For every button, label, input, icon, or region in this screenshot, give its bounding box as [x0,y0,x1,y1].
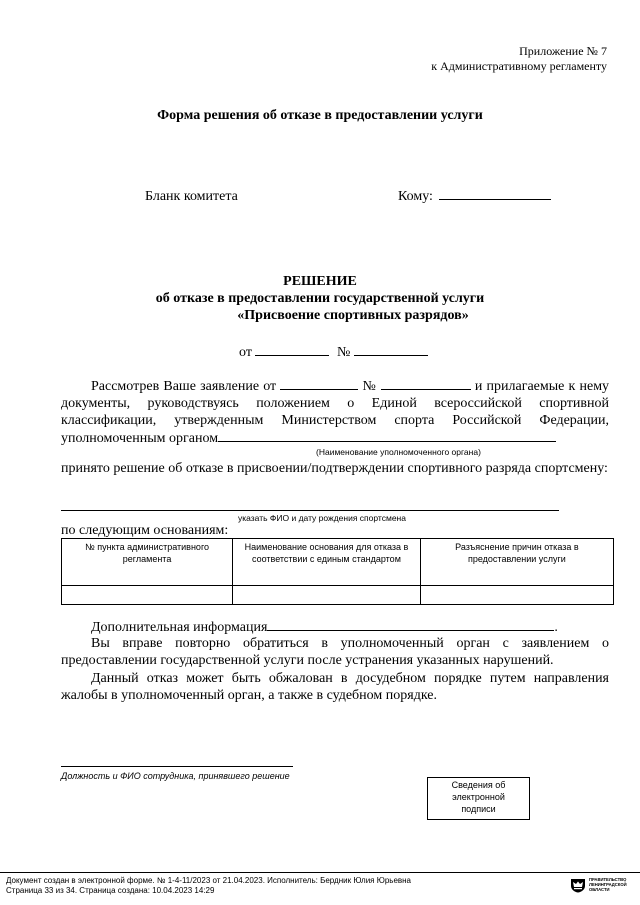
esig-line1: Сведения об [451,780,506,790]
para1-part-b: № [362,379,377,394]
footer-line1: Документ создан в электронной форме. № 1-4-11/2023 от 21.04.2023. Исполнитель: Бердник Юлия Юрьевна [6,876,412,885]
application-number-blank [381,377,471,390]
grounds-label: по следующим основаниям: [61,523,229,538]
recipient-label: Кому: [398,189,433,204]
footer-line2: Страница 33 из 34. Страница создана: 10.04.2023 14:29 [6,886,215,895]
para1-part-c: и прилагаемые к нему документы, руководствуясь положением о Единой всероссийской спортивной классификации, утвержденным Министерством спорта Российской Федерации, уполномоченным органом [61,379,610,446]
additional-info-label: Дополнительная информация [91,620,268,635]
authority-blank-line [218,429,556,442]
committee-blank-label: Бланк комитета [145,189,238,204]
coat-of-arms-icon [570,877,586,893]
decision-heading [0,273,640,324]
government-logo-text [589,877,637,892]
decision-subtitle: об отказе в предоставлении государственной услуги [155,291,485,306]
document-footer [6,876,411,896]
decision-service-name: «Присвоение спортивных разрядов» [237,308,469,323]
additional-info-row: Дополнительная информация . [91,620,558,635]
appeal-paragraph: Данный отказ может быть обжалован в досудебном порядке путем направления жалобы в уполномоченный орган, а также в судебном порядке. [61,671,609,703]
decision-title: РЕШЕНИЕ [283,274,357,289]
decision-date-number-row [239,343,428,361]
table-header-cell: № пункта административного регламента [62,539,233,586]
grounds-table [61,538,614,605]
additional-info-blank-line [267,618,554,631]
recipient-field [398,186,551,205]
para1-part-a: Рассмотрев Ваше заявление от [91,379,277,394]
recipient-blank-line [439,186,551,200]
esig-line2: электронной [452,792,505,802]
footer-divider [0,872,640,873]
date-label: от [239,345,252,360]
table-header-cell: Наименование основания для отказа в соответствии с единым стандартом [233,539,421,586]
number-label: № [336,345,351,360]
table-row [62,586,614,605]
application-date-blank [280,377,358,390]
gov-text-line2: ЛЕНИНГРАДСКОЙ [589,882,627,887]
table-cell[interactable] [233,586,421,605]
signature-line [61,766,293,767]
form-title: Форма решения об отказе в предоставлении услуги [157,108,483,123]
retry-paragraph: Вы вправе повторно обратиться в уполномоченный орган с заявлением о предоставлении государственной услуги после устранения указанных нарушений. [61,636,609,668]
appendix-note [431,44,607,74]
number-blank-line [354,343,428,356]
electronic-signature-box [427,777,530,820]
table-header-cell: Разъяснение причин отказа в предоставлении услуги [420,539,613,586]
gov-text-line3: ОБЛАСТИ [589,887,610,892]
appendix-line2: к Административному регламенту [431,59,607,73]
government-logo [570,875,636,895]
table-header-row [62,539,614,586]
application-paragraph [61,377,609,447]
athlete-caption: указать ФИО и дату рождения спортсмена [238,513,406,523]
table-cell[interactable] [420,586,613,605]
decision-paragraph: принято решение об отказе в присвоении/подтверждении спортивного разряда спортсмену: [61,461,608,476]
gov-text-line1: ПРАВИТЕЛЬСТВО [589,877,627,882]
athlete-blank-line [61,510,559,511]
table-cell[interactable] [62,586,233,605]
signature-caption: Должность и ФИО сотрудника, принявшего решение [61,771,290,781]
esig-line3: подписи [461,804,496,814]
appendix-line1: Приложение № 7 [519,44,607,58]
date-blank-line [255,343,329,356]
authority-caption: (Наименование уполномоченного органа) [316,447,481,457]
